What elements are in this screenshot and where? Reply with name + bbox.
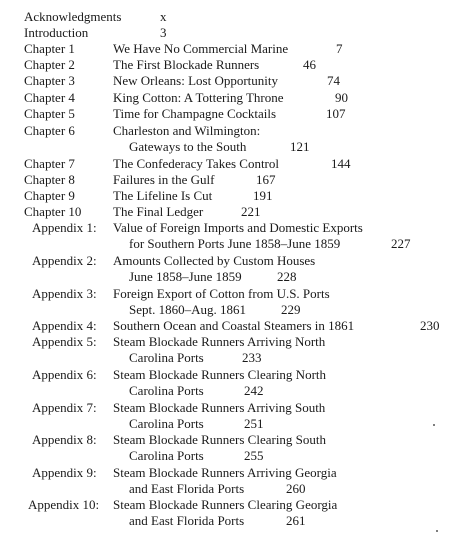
toc-chapter-label: Chapter 5 — [24, 106, 75, 121]
toc-chapter-page: 221 — [241, 204, 261, 219]
toc-label-introduction: Introduction — [24, 25, 89, 40]
toc-appendix-title: Steam Blockade Runners Clearing South — [113, 432, 327, 447]
toc-chapter-label: Chapter 2 — [24, 57, 75, 72]
toc-appendix-title-continued: for Southern Ports June 1858–June 1859 — [129, 236, 341, 251]
toc-appendix-title: Steam Blockade Runners Arriving North — [113, 334, 326, 349]
toc-appendix-label: Appendix 9: — [32, 465, 97, 480]
toc-appendix-page: 260 — [286, 481, 306, 496]
toc-appendix-page: 229 — [281, 302, 301, 317]
toc-chapter-label: Chapter 3 — [24, 73, 75, 88]
toc-chapter-label: Chapter 7 — [24, 156, 75, 171]
toc-chapter-page: 7 — [336, 41, 343, 56]
toc-appendix-title-continued: and East Florida Ports — [129, 513, 245, 528]
toc-chapter-page: 74 — [327, 73, 340, 88]
toc-appendix-page: 242 — [244, 383, 264, 398]
toc-label-acknowledgments: Acknowledgments — [24, 9, 122, 24]
toc-chapter-title: Time for Champagne Cocktails — [113, 106, 277, 121]
toc-appendix-title-continued: Carolina Ports — [129, 383, 204, 398]
toc-appendix-title-continued: and East Florida Ports — [129, 481, 245, 496]
toc-chapter-page: 90 — [335, 90, 348, 105]
toc-appendix-title: Steam Blockade Runners Arriving Georgia — [113, 465, 337, 480]
toc-page-introduction: 3 — [160, 25, 167, 40]
toc-appendix-page: 261 — [286, 513, 306, 528]
toc-appendix-label: Appendix 6: — [32, 367, 97, 382]
toc-appendix-title-continued: Sept. 1860–Aug. 1861 — [129, 302, 246, 317]
toc-chapter-title: The Final Ledger — [113, 204, 204, 219]
toc-chapter-title: Charleston and Wilmington: — [113, 123, 261, 138]
toc-appendix-title: Steam Blockade Runners Clearing Georgia — [113, 497, 338, 512]
toc-chapter-title: The Lifeline Is Cut — [113, 188, 213, 203]
toc-chapter-title: King Cotton: A Tottering Throne — [113, 90, 284, 105]
toc-appendix-page: 233 — [242, 350, 262, 365]
toc-chapter-title: The Confederacy Takes Control — [113, 156, 279, 171]
toc-appendix-title: Foreign Export of Cotton from U.S. Ports — [113, 286, 330, 301]
toc-appendix-page: 228 — [277, 269, 297, 284]
toc-appendix-page: 251 — [244, 416, 264, 431]
toc-chapter-label: Chapter 6 — [24, 123, 75, 138]
toc-appendix-label: Appendix 10: — [28, 497, 100, 512]
toc-appendix-title: Steam Blockade Runners Clearing North — [113, 367, 327, 382]
toc-page-acknowledgments: x — [160, 9, 167, 24]
toc-appendix-label: Appendix 3: — [32, 286, 97, 301]
toc-appendix-title: Value of Foreign Imports and Domestic Exports — [113, 220, 363, 235]
toc-chapter-title-continued: Gateways to the South — [129, 139, 247, 154]
toc-chapter-label: Chapter 10 — [24, 204, 82, 219]
toc-appendix-title-continued: Carolina Ports — [129, 416, 204, 431]
toc-appendix-title-continued: Carolina Ports — [129, 350, 204, 365]
toc-appendix-label: Appendix 4: — [32, 318, 97, 333]
toc-appendix-page: 230 — [420, 318, 440, 333]
toc-appendix-label: Appendix 8: — [32, 432, 97, 447]
scan-speck — [436, 530, 438, 532]
toc-appendix-title: Southern Ocean and Coastal Steamers in 1861 — [113, 318, 355, 333]
toc-chapter-page: 191 — [253, 188, 273, 203]
toc-chapter-page: 144 — [331, 156, 351, 171]
toc-chapter-label: Chapter 9 — [24, 188, 75, 203]
toc-chapter-page: 46 — [303, 57, 316, 72]
toc-chapter-page: 121 — [290, 139, 310, 154]
toc-appendix-page: 255 — [244, 448, 264, 463]
toc-chapter-page: 167 — [256, 172, 276, 187]
toc-appendix-label: Appendix 5: — [32, 334, 97, 349]
toc-chapter-title: We Have No Commercial Marine — [113, 41, 289, 56]
toc-chapter-title: The First Blockade Runners — [113, 57, 260, 72]
toc-appendix-title: Steam Blockade Runners Arriving South — [113, 400, 326, 415]
toc-appendix-page: 227 — [391, 236, 411, 251]
toc-chapter-title: Failures in the Gulf — [113, 172, 215, 187]
toc-chapter-label: Chapter 8 — [24, 172, 75, 187]
toc-chapter-title: New Orleans: Lost Opportunity — [113, 73, 279, 88]
scan-speck — [433, 424, 435, 426]
toc-appendix-title-continued: Carolina Ports — [129, 448, 204, 463]
toc-appendix-title: Amounts Collected by Custom Houses — [113, 253, 316, 268]
toc-appendix-label: Appendix 1: — [32, 220, 97, 235]
toc-appendix-label: Appendix 7: — [32, 400, 97, 415]
toc-chapter-label: Chapter 1 — [24, 41, 75, 56]
toc-chapter-page: 107 — [326, 106, 346, 121]
toc-appendix-label: Appendix 2: — [32, 253, 97, 268]
toc-chapter-label: Chapter 4 — [24, 90, 75, 105]
toc-appendix-title-continued: June 1858–June 1859 — [129, 269, 242, 284]
